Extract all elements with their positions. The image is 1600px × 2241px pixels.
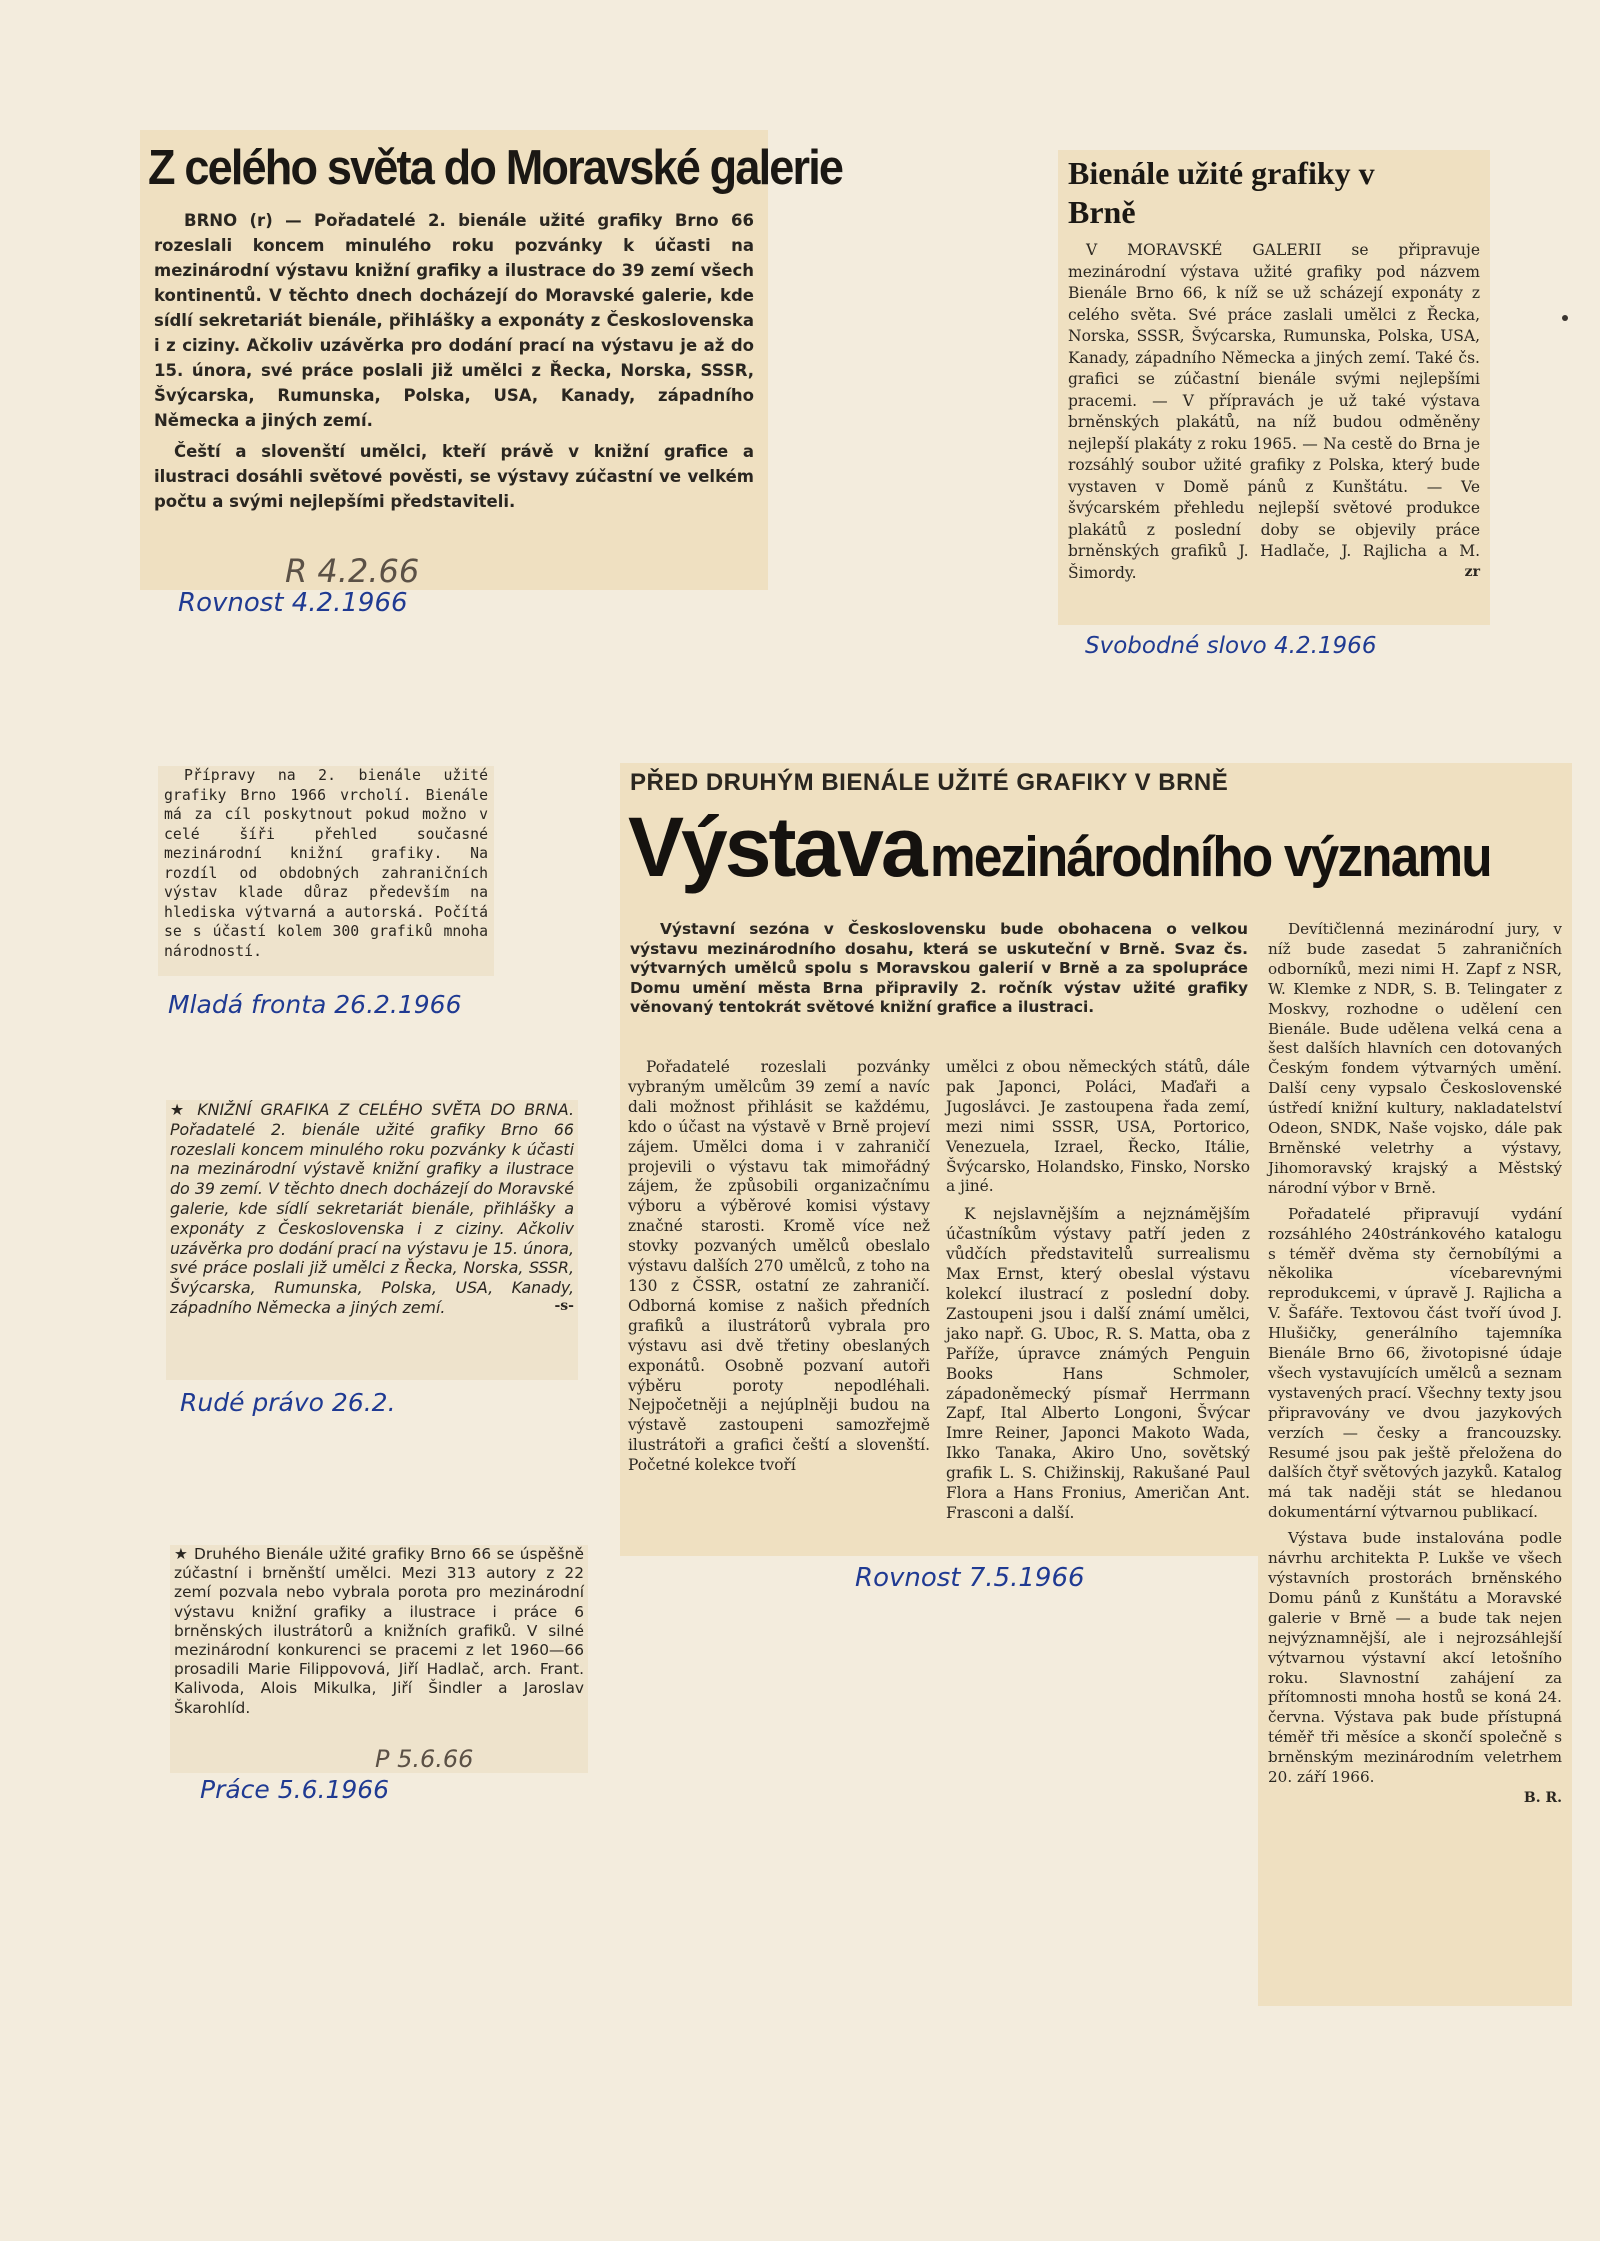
clipping-signature: -s- bbox=[554, 1297, 574, 1314]
clipping-prace bbox=[170, 1545, 588, 1773]
handwritten-source-label: Svobodné slovo 4.2.1966 bbox=[1085, 633, 1377, 659]
handwritten-source-label: Rovnost 7.5.1966 bbox=[855, 1563, 1085, 1593]
clipping-body: Pořadatelé rozeslali pozvánky vybraným umělcům 39 zemí a navíc dali možnost přihlásit se každému, kdo o účast na výstavě v Brně projeví zájem. Umělci doma i v zahraničí projevili o výstavu tak mimořádný zájem, že způsobili organizačnímu výboru a výběrové komisi výstavy značné starosti. Kromě více než stovky pozvaných umělců obeslalo výstavu dalších 270 umělců, z toho na 130 z ČSSR, ostatní ze zahraničí. Odborná komise z našich předních grafiků a ilustrátorů vybrala pro výstavu asi dvě třetiny obeslaných exponátů. Osobně pozvaní autoři výběru poroty nepodléhali. Nejpočetněji a nejúplněji budou na výstavě zastoupeni samozřejmě ilustrátoři a grafici čeští a slovenští. Početné kolekce tvoří bbox=[628, 1058, 930, 1475]
clipping-headline-main: Výstava bbox=[628, 800, 925, 894]
clipping-signature: zr bbox=[1464, 564, 1480, 580]
clipping-svobodne-slovo bbox=[1058, 150, 1490, 625]
clipping-body: V MORAVSKÉ GALERII se připravuje mezinárodní výstava užité grafiky pod názvem Bienále Brno 66, k níž se už scházejí exponáty z celého světa. Své práce zaslali umělci z Řecka, Norska, SSSR, Švýcarska, Rumunska, Polska, USA, Kanady, západního Německa a jiných zemí. Také čs. grafici se zúčastní bienále svými nejlepšími pracemi. — V přípravách je už také výstava brněnských plakátů, na níž budou odměněny nejlepší plakáty z roku 1965. — Na cestě do Brna je rozsáhlý soubor užité grafiky z Polska, který bude vystaven v Domě pánů z Kunštátu. — Ve švýcarském přehledu nejlepší světové produkce plakátů z poslední doby se objevily práce brněnských grafiků J. Hadlače, J. Rajlicha a M. Šimordy. bbox=[1068, 241, 1480, 582]
handwritten-source-label: Práce 5.6.1966 bbox=[200, 1775, 390, 1804]
handwritten-stamp: R 4.2.66 bbox=[285, 552, 420, 590]
clipping-body: ★ KNIŽNÍ GRAFIKA Z CELÉHO SVĚTA DO BRNA. Pořadatelé 2. bienále užité grafiky Brno 66 rozeslali koncem minulého roku pozvánky k účasti na mezinárodní výstavě knižní grafiky a ilustrace do 39 zemí. V těchto dnech docházejí do Moravské galerie, kde sídlí sekretariát bienále, přihlášky a exponáty z Československa i z ciziny. Ačkoliv uzávěrka pro dodání prací na výstavu je 15. února, své práce poslali již umělci z Řecka, Norska, SSSR, Švýcarska, Rumunska, Polska, USA, Kanady, západního Německa a jiných zemí. bbox=[170, 1100, 574, 1317]
clipping-mlada-fronta bbox=[158, 766, 494, 976]
clipping-paragraph: BRNO (r) — Pořadatelé 2. bienále užité grafiky Brno 66 rozeslali koncem minulého roku pozvánky k účasti na mezinárodní výstavu knižní grafiky a ilustrace do 39 zemí všech kontinentů. V těchto dnech docházejí do Moravské galerie, kde sídlí sekretariát bienále, přihlášky a exponáty z Československa i z ciziny. Ačkoliv uzávěrka pro dodání prací na výstavu je až do 15. února, své práce poslali již umělci z Řecka, Norska, SSSR, Švýcarska, Rumunska, Polska, USA, Kanady, západního Německa a jiných zemí. bbox=[154, 211, 754, 430]
clipping-lead bbox=[620, 916, 1258, 1056]
clipping-signature: B. R. bbox=[1523, 1789, 1562, 1806]
clipping-rude-pravo bbox=[166, 1100, 578, 1380]
clipping-column-1 bbox=[620, 1056, 938, 1556]
clipping-headline: Z celého světa do Moravské galerie bbox=[148, 141, 843, 195]
clipping-body: Výstava bude instalována podle návrhu architekta P. Lukše ve všech výstavních prostorách brněnského Domu pánů z Kunštátu a Moravské galerie v Brně — a bude tak nejen nejvýznamnější, ale i nejrozsáhlejší výtvarnou výstavní akcí letošního roku. Slavnostní zahájení za přítomnosti mnoha hostů se koná 24. června. Výstava pak bude přístupná téměř tři měsíce a skončí společně s brněnským mezinárodním veletrhem 20. září 1966. bbox=[1268, 1529, 1562, 1787]
clipping-body: Devítičlenná mezinárodní jury, v níž bude zasedat 5 zahraničních odborníků, mezi nimi H. Zapf z NSR, W. Klemke z NDR, S. B. Telingater z Moskvy, rozhodne o udělení cen Bienále. Bude udělena velká cena a šest dalších hlavních cen dotovaných Českým fondem výtvarných umění. Další ceny vypsalo Československé ústředí knižní kultury, nakladatelství Odeon, SNDK, Naše vojsko, dále pak Brněnské veletrhy a výstavy, Jihomoravský krajský a Městský národní výbor v Brně. bbox=[1268, 920, 1562, 1197]
ink-dot bbox=[1562, 315, 1568, 321]
clipping-body: ★ Druhého Bienále užité grafiky Brno 66 se úspěšně zúčastní i brněnští umělci. Mezi 313 autory z 22 zemí pozvala nebo vybrala porota pro mezinárodní výstavu knižní grafiky a ilustrace i práce 6 brněnských ilustrátorů a knižních grafiků. V silné mezinárodní konkurenci se pracemi z let 1960—66 prosadili Marie Filippovová, Jiří Hadlač, arch. Frant. Kalivoda, Alois Mikulka, Jiří Šindler a Jaroslav Škarohlíd. bbox=[174, 1545, 584, 1717]
clipping-column-3 bbox=[1258, 916, 1572, 2006]
clipping-column-2 bbox=[938, 1056, 1258, 1556]
handwritten-source-label: Rudé právo 26.2. bbox=[180, 1388, 396, 1417]
clipping-headline: Bienále užité grafiky v Brně bbox=[1068, 155, 1375, 230]
handwritten-stamp: P 5.6.66 bbox=[375, 1745, 474, 1773]
clipping-body: K nejslavnějším a nejznámějším účastníkům výstavy patří jeden z vůdčích představitelů surrealismu Max Ernst, který obeslal výstavu kolekcí ilustrací z poslední doby. Zastoupeni jsou i další známí umělci, jako např. G. Uboc, R. S. Matta, oba z Paříže, úpravce známých Penguin Books Hans Schmoler, západoněmecký písmař Herrmann Zapf, Ital Alberto Longoni, Švýcar Imre Reiner, Japonci Makoto Wada, Ikko Tanaka, Akiro Uno, sovětský grafik L. S. Chižinskij, Rakušané Paul Flora a Hans Fronius, Američan Ant. Frasconi a další. bbox=[946, 1205, 1250, 1522]
clipping-rovnost-feb bbox=[140, 130, 843, 590]
handwritten-source-label: Mladá fronta 26.2.1966 bbox=[168, 990, 462, 1019]
clipping-body: Pořadatelé připravují vydání rozsáhlého 240stránkového katalogu s téměř dvěma sty černobílými a několika vícebarevnými reprodukcemi, v úpravě J. Rajlicha a V. Šafáře. Textovou část tvoří úvod J. Hlušičky, generálního tajemníka Bienále Brno 66, životopisné údaje všech vystavujících umělců a seznam vystavených prací. Všechny texty jsou připravovány ve dvou jazykových verzích — česky a francouzsky. Resumé jsou pak ještě přeložena do dalších čtyř světových jazyků. Katalog má tak naději stát se hledanou dokumentární výtvarnou publikací. bbox=[1268, 1204, 1562, 1522]
clipping-body: umělci z obou německých států, dále pak Japonci, Poláci, Maďaři a Jugoslávci. Je zastoupena řada zemí, mezi nimi SSSR, USA, Portorico, Venezuela, Izrael, Řecko, Itálie, Švýcarsko, Holandsko, Finsko, Norsko a jiné. bbox=[946, 1058, 1250, 1196]
handwritten-source-label: Rovnost 4.2.1966 bbox=[178, 588, 408, 618]
clipping-body: Přípravy na 2. bienále užité grafiky Brno 1966 vrcholí. Bienále má za cíl poskytnout pokud možno v celé šíři přehled současné mezinárodní knižní grafiky. Na rozdíl od obdobných zahraničních výstav klade důraz především na hlediska výtvarná a autorská. Počítá se s účastí kolem 300 grafiků mnoha národností. bbox=[164, 767, 488, 960]
clipping-headline-rest: mezinárodního významu bbox=[929, 825, 1491, 889]
clipping-paragraph: Čeští a slovenští umělci, kteří právě v knižní grafice a ilustraci dosáhli světové pověsti, se výstavy zúčastní ve velkém počtu a svými nejlepšími představiteli. bbox=[154, 442, 754, 511]
clipping-kicker: PŘED DRUHÝM BIENÁLE UŽITÉ GRAFIKY V BRNĚ bbox=[630, 769, 1229, 796]
clipping-lead-text: Výstavní sezóna v Československu bude obohacena o velkou výstavu mezinárodního dosahu, která se uskuteční v Brně. Svaz čs. výtvarných umělců spolu s Moravskou galerií v Brně a za spolupráce Domu umění města Brna připravily 2. ročník výstav užité grafiky věnovaný tentokrát světové knižní grafice a ilustraci. bbox=[630, 920, 1248, 1017]
